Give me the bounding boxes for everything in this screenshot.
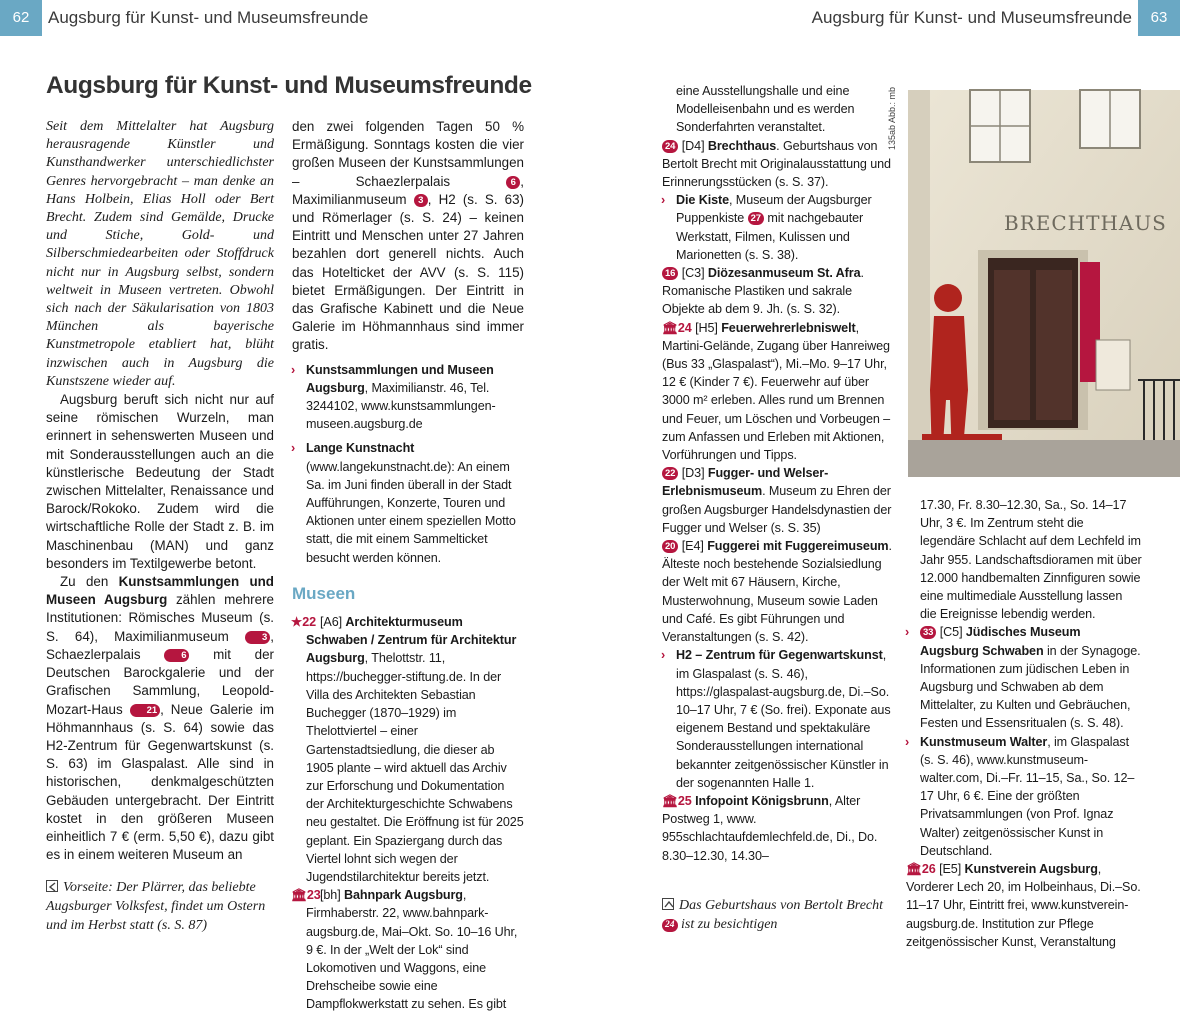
map-badge[interactable]: 24 [662, 919, 678, 932]
running-title-right: Augsburg für Kunst- und Museumsfreunde [811, 8, 1132, 27]
column-3 [662, 82, 898, 865]
entry-infopoint: 🏛25 Infopoint Königsbrunn, Alter Postweg 1, www. 955schlachtaufdemlechfeld.de, Di., Do. 8.30–12.30, 14.30– [662, 793, 878, 863]
map-badge[interactable]: 33 [920, 626, 936, 639]
chevron-right-icon: › [661, 193, 666, 208]
paragraph-discounts: den zwei folgenden Tagen 50 % Ermäßigung. Sonntags kosten die vier großen Museen der Kunstsammlungen – Schaezlerpalais 6 , Maximilianmuseum 3 , H2 (s. S. 63) und Römerlager (s. S. 24) – keinen Eintritt und Menschen unter 27 Jahren bezahlen dort generell nichts. Auch das Hotelticket der AVV (s. S. 115) bietet Ermäßigungen. Der Eintritt in das Grafische Kabinett und die Neue Galerie im Höhmannhaus sind immer gratis. [292, 119, 524, 353]
entry-kunstmuseum-walter: › Kunstmuseum Walter, im Glaspalast (s. S. 46), www.kunstmuseum-walter.com, Di.–Fr. 11–15, Sa., So. 12–17 Uhr, 6 €. Eine der größten Privatsammlungen (von Prof. Ignaz Walter) zeitgenössischer Kunst in Deutschland. [905, 734, 1135, 858]
entry-lange-kunstnacht: › Lange Kunstnacht (www.langekunstnacht.de): An einem Sa. im Juni finden überall in der Stadt Aufführungen, Konzerte, Touren und Aktionen unter einem speziellen Motto statt, die mit einem Sammelticket besucht werden können. [291, 441, 516, 565]
map-badge[interactable]: 27 [748, 212, 764, 225]
section-heading-museen: Museen [292, 583, 356, 603]
running-title-left: Augsburg für Kunst- und Museumsfreunde [48, 8, 369, 27]
entry-feuerwehrerlebniswelt: 🏛24 [H5] Feuerwehrerlebniswelt, Martini-Gelände, Zugang über Hanreiweg (Bus 33 „Glaspalast“), Mi.–Mo. 9–17 Uhr, 12 € (Kinder 7 €). Feuerwehr auf über 3000 m² erleben. Alles rund um Brennen und Feuer, um Löschen und Vorbeugen – zum Anfassen und Erleben mit Aktionen, Vorführungen und Tipps. [662, 320, 891, 463]
entry-architekturmuseum: ★22 [A6] Architekturmuseum Schwaben / Zentrum für Architektur Augsburg, Thelottstr. 11, https://buchegger-stiftung.de. In der Villa des Architekten Sebastian Buchegger (1870–1929) im Thelottviertel – einer Gartenstadtsiedlung, die dieser ab 1905 plante – wird aktuell das Archiv zur Erforschung und Dokumentation der Architekturgeschichte Schwabens neu gestaltet. Die Eröffnung ist für 2025 geplant. Ein Spaziergang durch das Viertel lohnt sich wegen der Jugendstilarchitektur bereits jetzt. [291, 615, 524, 884]
page-number-right: 63 [1138, 0, 1180, 36]
map-badge[interactable]: 22 [662, 467, 678, 480]
caption-right: Das Geburtshaus von Bertolt Brecht 24 ist zu besichtigen [662, 896, 898, 934]
map-badge[interactable]: 16 [662, 267, 678, 280]
intro-paragraph: Seit dem Mittelalter hat Augsburg herausragende Künstler und Kunsthandwerker unterschiedlichster Genres hervorgebracht – man denke an Hans Holbein, Elias Holl oder Bert Brecht. Zudem sind Gemälde, Drucke und Stiche, Gold- und Silberschmiedearbeiten oder Stoffdruck nicht nur in Augsburg selbst, sondern weltweit in Museen vertreten. Obwohl sich nach der Säkularisation von 1803 München als bayerische Kunstmetropole etabliert hat, blüht inzwischen auch in Augsburg die Kunstszene wieder auf. [46, 119, 274, 389]
brechthaus-photo [908, 90, 1180, 477]
star-icon: ★22 [291, 615, 316, 630]
paragraph-roots: Augsburg beruft sich nicht nur auf seine römischen Wurzeln, man erinnert in sehenswerten Museen und mit Sonderausstellungen auch an die künstlerische Bedeutung der Stadt zwischen Mittelalter, Renaissance und Barock/Rokoko. Zudem wird die wirtschaftliche Rolle der Stadt z. B. im Maschinenbau (MAN) und ganz besonders im Textilgewerbe betont. [46, 392, 274, 571]
column-4 [906, 496, 1142, 951]
map-badge[interactable]: 6 [506, 176, 520, 189]
caption-left: Vorseite: Der Plärrer, das beliebte Augsburger Volksfest, findet um Ostern und im Herbst statt (s. S. 87) [46, 880, 266, 933]
chevron-right-icon: › [905, 625, 910, 640]
entry-kunstsammlungen: › Kunstsammlungen und Museen Augsburg, Maximilianstr. 46, Tel. 3244102, www.kunstsammlungen-museen.augsburg.de [291, 362, 496, 432]
entry-bahnpark: 🏛23 [bh] Bahnpark Augsburg, Firmhaberstr. 22, www.bahnpark-augsburg.de, Mai–Okt. So. 10–16 Uhr, 9 €. In der „Welt der Lok“ sind Lokomotiven und Waggons, eine Drehscheibe sowie eine Dampflokwerkstatt zu sehen. Es gibt [291, 888, 518, 1012]
page-title: Augsburg für Kunst- und Museumsfreunde [46, 72, 532, 99]
map-badge[interactable]: 21 [130, 704, 161, 717]
entry-die-kiste: › Die Kiste, Museum der Augsburger Puppenkiste 27 mit nachgebauter Werkstatt, Filmen, Kulissen und Marionetten (s. S. 38). [661, 193, 872, 262]
museum-icon: 🏛24 [662, 320, 692, 335]
entry-fugger-welser: 22 [D3] Fugger- und Welser-Erlebnismuseum. Museum zu Ehren der großen Augsburger Handelsdynastien der Fugger und Welser (s. S. 35) [662, 466, 892, 535]
entry-fuggerei: 20 [E4] Fuggerei mit Fuggereimuseum. Älteste noch bestehende Sozialsiedlung der Welt mit 67 Häusern, Kirche, Musterwohnung, Museum sowie Laden und Café. Es gibt Führungen und Veranstaltungen (s. S. 42). [662, 539, 892, 645]
entry-h2: › H2 – Zentrum für Gegenwartskunst, im Glaspalast (s. S. 46), https://glaspalast-augsburg.de, Di.–So. 10–17 Uhr, 7 € (So. frei). Exponate aus eigenem Bestand und spektakuläre Sonderausstellungen international bekannter zeitgenössischer Künstler in der sogenannten Halle 1. [661, 648, 891, 790]
arrow-up-icon [662, 898, 674, 910]
chevron-right-icon: › [291, 441, 296, 456]
map-badge[interactable]: 3 [245, 631, 270, 644]
entry-brechthaus: 24 [D4] Brechthaus. Geburtshaus von Bertolt Brecht mit Originalausstattung und Erinnerungsstücken (s. S. 37). [662, 138, 891, 190]
museum-icon: 🏛23 [291, 888, 321, 903]
map-badge[interactable]: 3 [414, 194, 428, 207]
column-2 [292, 118, 524, 1014]
photo-credit: 135ab Abb.: mb [887, 86, 897, 150]
arrow-left-icon [46, 880, 58, 892]
chevron-right-icon: › [905, 734, 910, 749]
chevron-right-icon: › [661, 648, 666, 663]
paragraph-kunstsammlungen: Zu den Kunstsammlungen und Museen Augsburg zählen mehrere Institutionen: Römisches Museum (s. S. 64), Maximilianmuseum 3 , Schaezlerpalais 6 mit der Deutschen Barockgalerie und der Grafischen Sammlung, Leopold-Mozart-Haus 21 , Neue Galerie im Höhmannhaus (s. S. 64) sowie das H2-Zentrum für Gegenwartskunst (s. S. 63) im Glaspalast. Alle sind in historischen, denkmalgeschützten Gebäuden untergebracht. Der Eintritt kostet in den größeren Museen einheitlich 7 € (erm. 5,50 €), dazu gibt es in einem weiteren Museum an [46, 574, 274, 863]
museum-icon: 🏛25 [662, 793, 692, 808]
entry-dioezesanmuseum: 16 [C3] Diözesanmuseum St. Afra. Romanische Plastiken und sakrale Objekte ab dem 9. Jh. (s. S. 32). [662, 266, 864, 317]
page-number-left: 62 [0, 0, 42, 36]
entry-bahnpark-cont: eine Ausstellungshalle und eine Modelleisenbahn und es werden Sonderfahrten veranstaltet. [676, 84, 855, 135]
column-1 [46, 118, 274, 864]
map-badge[interactable]: 24 [662, 140, 678, 153]
chevron-right-icon: › [291, 362, 296, 377]
map-badge[interactable]: 20 [662, 540, 678, 553]
entry-kunstverein: 🏛26 [E5] Kunstverein Augsburg, Vorderer Lech 20, im Holbeinhaus, Di.–So. 11–17 Uhr, Eintritt frei, www.kunstverein-augsburg.de. Institution zur Pflege zeitgenössischer Kunst, Veranstaltung [906, 862, 1141, 949]
entry-infopoint-cont: 17.30, Fr. 8.30–12.30, Sa., So. 14–17 Uhr, 3 €. Im Zentrum steht die legendäre Schlacht auf dem Lechfeld im Jahr 955. Landschaftsdioramen mit über 12.000 handbemalten Zinnfiguren sowie eine multimediale Ausstellung lassen die Ereignisse lebendig werden. [920, 498, 1142, 622]
map-badge[interactable]: 6 [164, 649, 189, 662]
museum-icon: 🏛26 [906, 862, 936, 877]
svg-text:BRECHTHAUS: BRECHTHAUS [1004, 211, 1167, 235]
building-image [908, 90, 1180, 477]
entry-juedisches-museum: › 33 [C5] Jüdisches Museum Augsburg Schwaben in der Synagoge. Informationen zum jüdischen Leben in Augsburg und Schwaben ab dem Mittelalter, zu Kulten und Gebräuchen, Festen und Essensritualen (s. S. 48). [905, 625, 1141, 731]
